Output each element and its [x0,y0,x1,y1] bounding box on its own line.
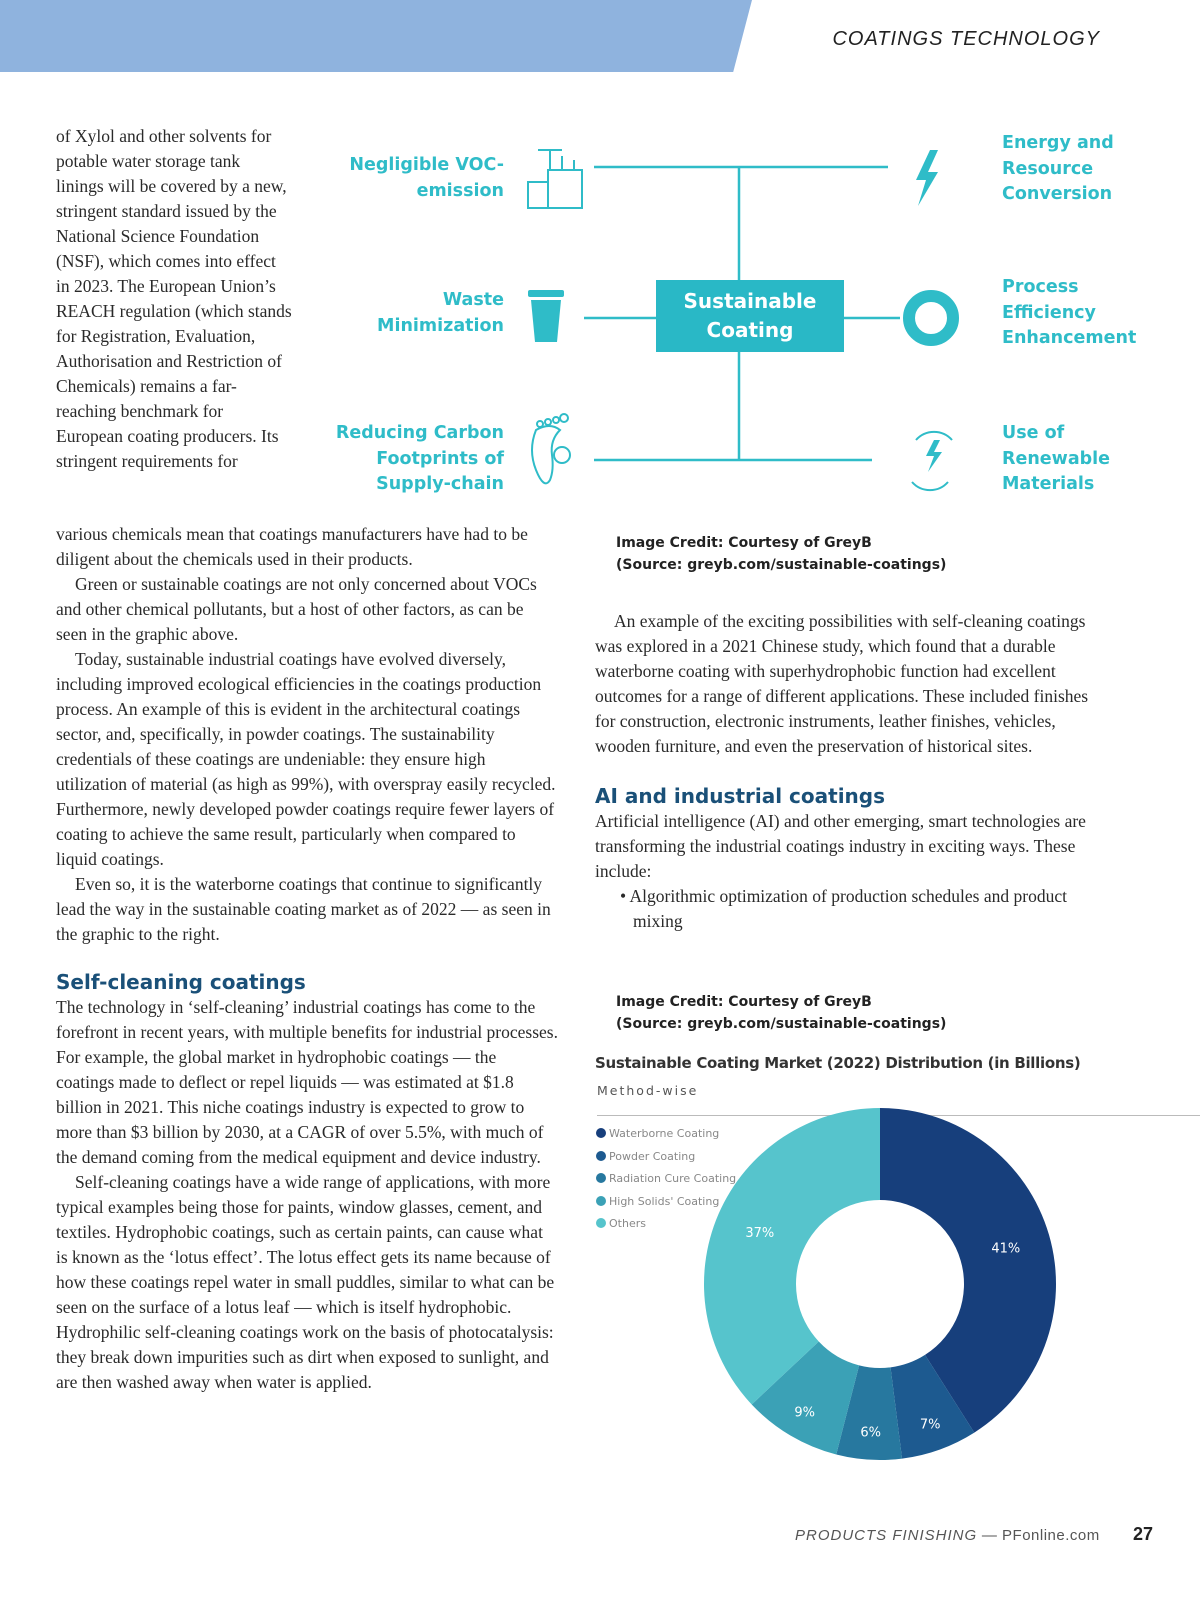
legend-label: Others [609,1217,646,1230]
credit-source: (Source: greyb.com/sustainable-coatings) [616,557,947,573]
section-title: COATINGS TECHNOLOGY [832,28,1100,50]
item-energy-resource: Energy and Resource Conversion [1002,133,1114,204]
chart-subtitle: Method-wise [597,1083,699,1098]
legend-label: Waterborne Coating [609,1127,720,1140]
site-name: PFonline.com [1002,1527,1100,1544]
legend-label: High Solids' Coating [609,1194,720,1208]
paragraph: of Xylol and other solvents for potable water storage tank linings will be covered by a new, stringent standard issued by the National Science Foundation (NSF), which comes into effect in 2023. The European Union’s REACH regulation (which stands for Registration, Evaluation, Authorisation and Restriction of Chemicals) remains a far-reaching benchmark for European coating producers. Its stringent requirements for [56,126,292,471]
paragraph: Self-cleaning coatings have a wide range of applications, with more typical examples being those for paints, window glasses, cement, and textiles. Hydrophobic coatings, such as certain paints, can cause what is known as the ‘lotus effect’. The lotus effect gets its name because of how these coatings repel water in small puddles, similar to what can be seen on the surface of a lotus leaf — which is itself hydrophobic. Hydrophilic self-cleaning coatings work on the basis of photocatalysis: they break down impurities such as dirt when exposed to sunlight, and are then washed away when water is applied. [56,1172,555,1392]
paragraph: various chemicals mean that coatings manufacturers have had to be diligent about the chemicals used in their products. [56,524,528,569]
center-box: Sustainable Coating [656,280,844,352]
heading-self-cleaning: Self-cleaning coatings [56,970,306,994]
paragraph: Even so, it is the waterborne coatings that continue to significantly lead the way in the sustainable coating market as of 2022 — as seen in the graphic to the right. [56,874,551,944]
item-negligible-voc: Negligible VOC-emission [349,155,504,201]
footer: PRODUCTS FINISHING — PFonline.com [795,1527,1100,1544]
item-process-efficiency: Process Efficiency Enhancement [1002,277,1137,348]
magazine-name: PRODUCTS FINISHING [795,1527,978,1544]
paragraph: An example of the exciting possibilities with self-cleaning coatings was explored in a 2021 Chinese study, which found that a durable waterborne coating with superhydrophobic function had excellent outcomes for a range of different applications. These included finishes for construction, electronic instruments, leather finishes, vehicles, wooden furniture, and even the preservation of historical sites. [595,611,1089,756]
bullet-item: • Algorithmic optimization of production schedules and product mixing [615,884,1100,934]
item-reducing-carbon: Reducing Carbon Footprints of Supply-chain [335,423,504,494]
paragraph: Today, sustainable industrial coatings have evolved diversely, including improved ecological efficiencies in the coatings production process. An example of this is evident in the architectural coatings sector, and, specifically, in powder coatings. The sustainability credentials of these coatings are undeniable: they ensure high utilization of material (as high as 99%), with overspray easily recycled. Furthermore, newly developed powder coatings require fewer layers of coating to achieve the same result, particularly when compared to liquid coatings. [56,649,556,869]
credit-source: (Source: greyb.com/sustainable-coatings) [616,1016,947,1032]
item-waste-minimization: Waste Minimization [377,290,504,336]
item-renewable-materials: Use of Renewable Materials [1002,423,1111,494]
heading-ai: AI and industrial coatings [595,784,886,808]
credit-line: Image Credit: Courtesy of GreyB [616,535,872,551]
donut-slice-others [704,1108,880,1404]
paragraph: The technology in ‘self-cleaning’ industrial coatings has come to the forefront in recent years, with multiple benefits for industrial processes. For example, the global market in hydrophobic coatings — the coatings made to deflect or repel liquids — was estimated at $1.8 billion in 2021. This niche coatings industry is expected to grow to more than $3 billion by 2030, at a CAGR of over 5.5%, with much of the demand coming from the medical equipment and device industry. [56,997,558,1167]
data-label: 9% [794,1405,815,1421]
data-label: 41% [991,1241,1021,1257]
legend-label: Powder Coating [609,1149,696,1163]
paragraph: Green or sustainable coatings are not only concerned about VOCs and other chemical pollutants, but a host of other factors, as can be seen in the graphic above. [56,574,537,644]
page-number: 27 [1133,1524,1154,1544]
data-label: 6% [860,1425,882,1441]
legend-label: Radiation Cure Coating [609,1172,737,1185]
credit-line: Image Credit: Courtesy of GreyB [616,994,872,1010]
data-label: 7% [919,1417,941,1433]
data-label: 37% [745,1225,775,1241]
paragraph: Artificial intelligence (AI) and other emerging, smart technologies are transforming the industrial coatings industry in exciting ways. These include: [595,811,1086,881]
chart-title: Sustainable Coating Market (2022) Distribution (in Billions) [595,1054,1081,1072]
